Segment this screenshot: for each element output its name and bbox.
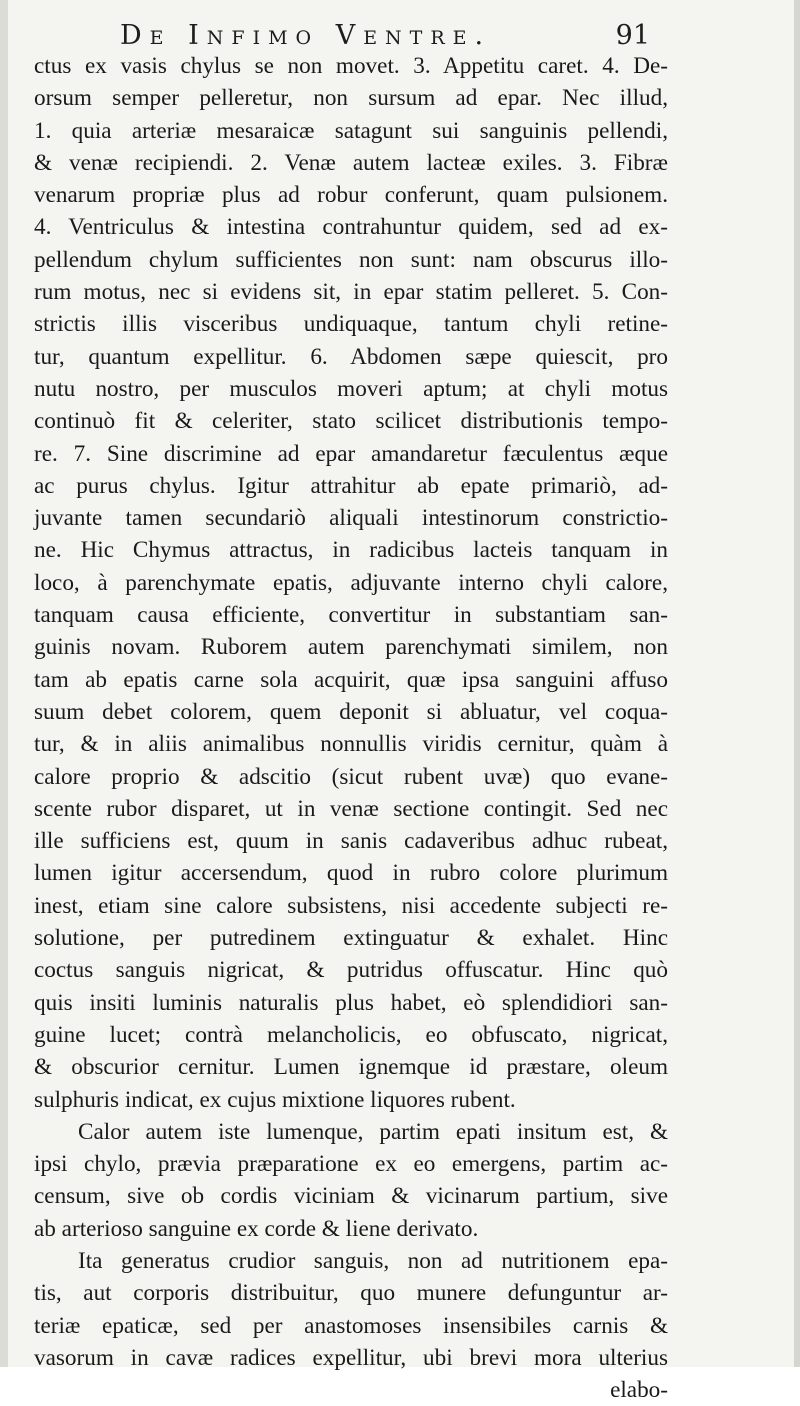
text-line: 1. quia arteriæ mesaraicæ satagunt sui sanguinis pellendi,: [34, 117, 668, 144]
text-line: ne. Hic Chymus attractus, in radicibus lacteis tanquam in: [34, 537, 668, 564]
text-line: scente rubor disparet, ut in venæ sectione contingit. Sed nec: [34, 795, 668, 822]
text-line: & obscurior cernitur. Lumen ignemque id præstare, oleum: [34, 1054, 668, 1081]
text-line: inest, etiam sine calore subsistens, nisi accedente subjecti re-: [34, 892, 668, 919]
text-line: rum motus, nec si evidens sit, in epar statim pelleret. 5. Con-: [34, 279, 668, 306]
text-line-paragraph-start: Ita generatus crudior sanguis, non ad nutritionem epa-: [78, 1247, 668, 1274]
text-line: re. 7. Sine discrimine ad epar amandaretur fæculentus æque: [34, 440, 668, 467]
text-line-paragraph-end: ab arterioso sanguine ex corde & liene derivato.: [34, 1215, 479, 1242]
text-line: censum, sive ob cordis viciniam & vicinarum partium, sive: [34, 1183, 668, 1210]
text-line: venarum propriæ plus ad robur conferunt, quam pulsionem.: [34, 182, 668, 209]
text-line: ac purus chylus. Igitur attrahitur ab epate primariò, ad-: [34, 472, 668, 499]
text-line: ctus ex vasis chylus se non movet. 3. Appetitu caret. 4. De-: [34, 53, 668, 79]
text-line: lumen igitur accersendum, quod in rubro colore plurimum: [34, 860, 668, 887]
running-head: De Infimo Ventre.: [120, 20, 492, 51]
text-line: 4. Ventriculus & intestina contrahuntur quidem, sed ad ex-: [34, 214, 668, 241]
text-line: tur, quantum expellitur. 6. Abdomen sæpe quiescit, pro: [34, 343, 668, 370]
text-line: vasorum in cavæ radices expellitur, ubi brevi mora ulterius: [34, 1344, 668, 1371]
catchword: elabo-: [610, 1377, 668, 1404]
text-line: guine lucet; contrà melancholicis, eo obfuscato, nigricat,: [34, 1021, 668, 1048]
page-number: 91: [615, 20, 650, 51]
text-line: suum debet colorem, quem deponit si abluatur, vel coqua-: [34, 698, 668, 725]
text-line: tam ab epatis carne sola acquirit, quæ ipsa sanguini affuso: [34, 666, 668, 693]
text-line: solutione, per putredinem extinguatur & exhalet. Hinc: [34, 925, 668, 952]
text-line: ille sufficiens est, quum in sanis cadaveribus adhuc rubeat,: [34, 828, 668, 855]
text-line: pellendum chylum sufficientes non sunt: nam obscurus illo-: [34, 246, 668, 273]
page-gutter-right: [794, 0, 800, 1367]
text-line: tanquam causa efficiente, convertitur in substantiam san-: [34, 602, 668, 629]
text-line: orsum semper pelleretur, non sursum ad epar. Nec illud,: [34, 85, 668, 112]
text-line: & venæ recipiendi. 2. Venæ autem lacteæ exiles. 3. Fibræ: [34, 149, 668, 176]
text-line: continuò fit & celeriter, stato scilicet distributionis tempo-: [34, 408, 668, 435]
text-line: tur, & in aliis animalibus nonnullis viridis cernitur, quàm à: [34, 731, 668, 758]
text-line: quis insiti luminis naturalis plus habet, eò splendidiori san-: [34, 989, 668, 1016]
text-line: strictis illis visceribus undiquaque, tantum chyli retine-: [34, 311, 668, 338]
text-line: juvante tamen secundariò aliquali intestinorum constrictio-: [34, 505, 668, 532]
text-line: calore proprio & adscitio (sicut rubent uvæ) quo evane-: [34, 763, 668, 790]
text-line: ipsi chylo, prævia præparatione ex eo emergens, partim ac-: [34, 1151, 668, 1178]
text-line: guinis novam. Ruborem autem parenchymati similem, non: [34, 634, 668, 661]
text-line-paragraph-end: sulphuris indicat, ex cujus mixtione liquores rubent.: [34, 1086, 516, 1113]
text-line: loco, à parenchymate epatis, adjuvante interno chyli calore,: [34, 569, 668, 596]
page-header: [120, 18, 650, 54]
page-gutter-left: [0, 0, 8, 1367]
text-line-paragraph-start: Calor autem iste lumenque, partim epati insitum est, &: [78, 1118, 668, 1145]
text-line: coctus sanguis nigricat, & putridus offuscatur. Hinc quò: [34, 957, 668, 984]
body-text: [34, 50, 668, 1406]
text-line: tis, aut corporis distribuitur, quo munere defunguntur ar-: [34, 1280, 668, 1307]
text-line: nutu nostro, per musculos moveri aptum; at chyli motus: [34, 375, 668, 402]
text-line: teriæ epaticæ, sed per anastomoses insensibiles carnis &: [34, 1312, 668, 1339]
